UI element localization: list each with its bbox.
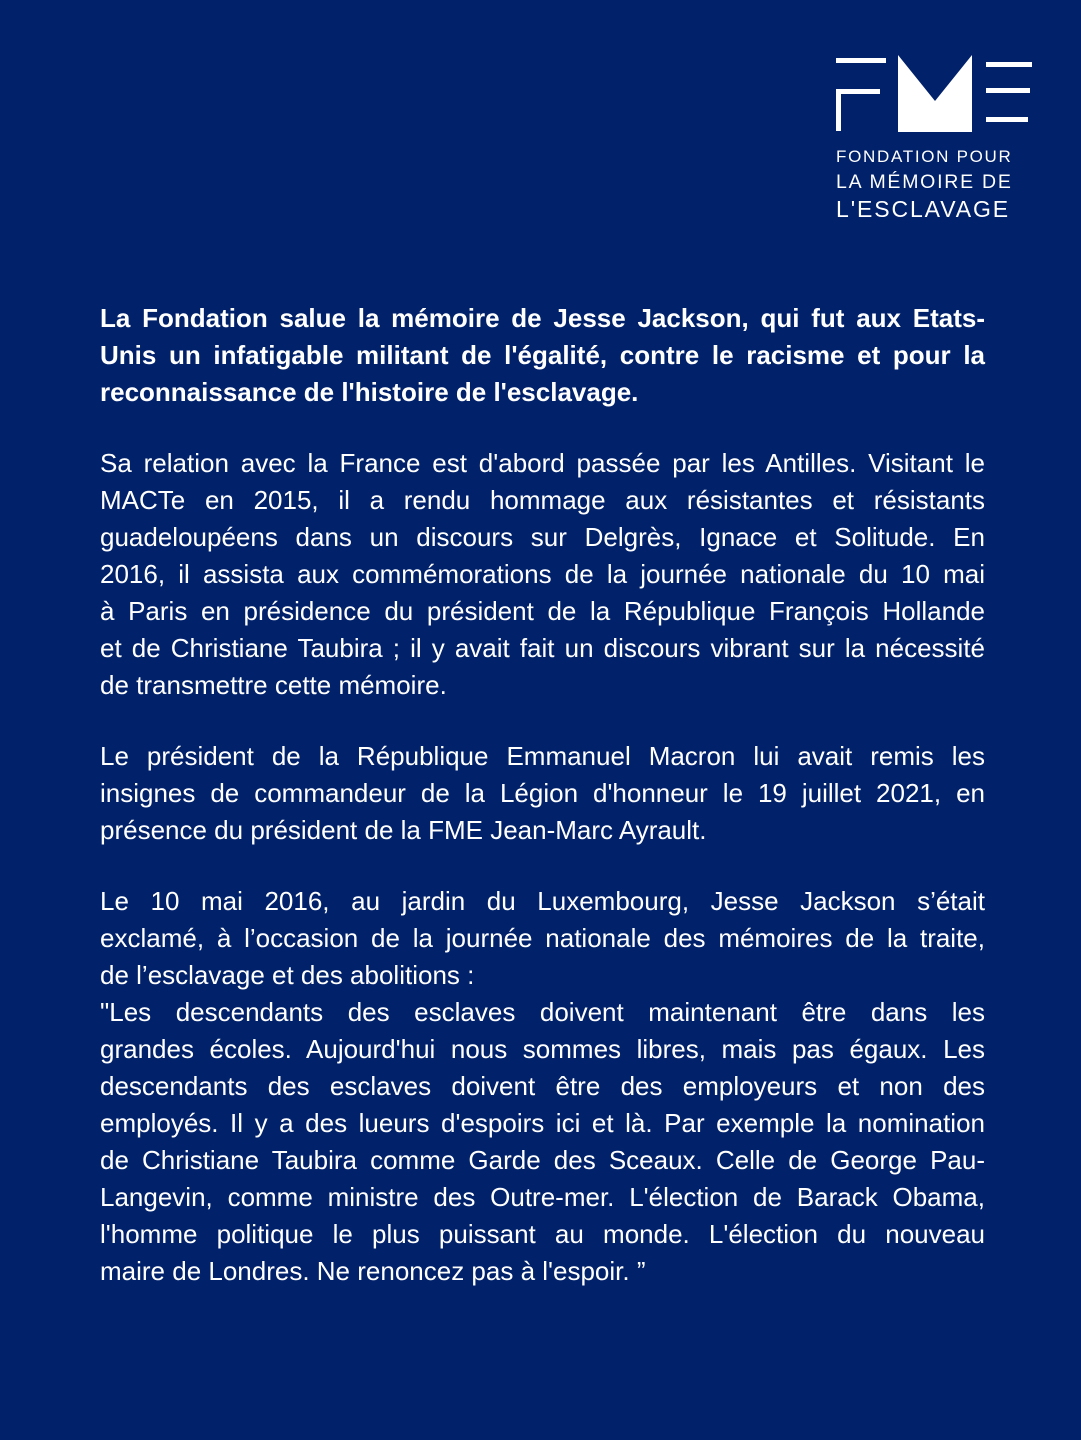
- logo-wordmark-line-2: LA MÉMOIRE DE: [836, 171, 1013, 193]
- text-line: "Les descendants des esclaves doivent maintenant être dans les: [100, 997, 985, 1027]
- text-line: exclamé, à l’occasion de la journée nationale des mémoires de la traite,: [100, 923, 985, 953]
- article-body: [100, 300, 985, 1290]
- text-line: guadeloupéens dans un discours sur Delgrès, Ignace et Solitude. En: [100, 522, 985, 552]
- paragraph: [100, 300, 985, 411]
- text-line: présence du président de la FME Jean-Marc Ayrault.: [100, 815, 707, 845]
- text-line: descendants des esclaves doivent être des employeurs et non des: [100, 1071, 985, 1101]
- text-line: insignes de commandeur de la Légion d'honneur le 19 juillet 2021, en: [100, 778, 985, 808]
- fme-logo-mark-icon: [836, 55, 1032, 135]
- logo-letter-e-icon: [986, 55, 1032, 133]
- paragraph: [100, 445, 985, 704]
- fme-logo: [836, 55, 1032, 224]
- text-line: grandes écoles. Aujourd'hui nous sommes libres, mais pas égaux. Les: [100, 1034, 985, 1064]
- paragraph: [100, 738, 985, 849]
- logo-letter-m-icon: [898, 55, 972, 132]
- text-line: La Fondation salue la mémoire de Jesse Jackson, qui fut aux Etats-: [100, 303, 985, 333]
- logo-letter-f-icon: [836, 55, 886, 133]
- text-line: et de Christiane Taubira ; il y avait fait un discours vibrant sur la nécessité: [100, 633, 985, 663]
- text-line: l'homme politique le plus puissant au monde. L'élection du nouveau: [100, 1219, 985, 1249]
- text-line: de Christiane Taubira comme Garde des Sceaux. Celle de George Pau-: [100, 1145, 985, 1175]
- text-line: MACTe en 2015, il a rendu hommage aux résistantes et résistants: [100, 485, 985, 515]
- paragraph: [100, 994, 985, 1290]
- text-line: de l’esclavage et des abolitions :: [100, 960, 475, 990]
- text-line: maire de Londres. Ne renoncez pas à l'espoir. ”: [100, 1256, 646, 1286]
- logo-wordmark-line-1: FONDATION POUR: [836, 147, 1013, 166]
- logo-wordmark-line-3: L'ESCLAVAGE: [836, 196, 1011, 222]
- logo-wordmark: [836, 144, 1032, 224]
- text-line: Le 10 mai 2016, au jardin du Luxembourg, Jesse Jackson s’était: [100, 886, 985, 916]
- paragraph: [100, 883, 985, 994]
- text-line: reconnaissance de l'histoire de l'esclavage.: [100, 377, 639, 407]
- text-line: 2016, il assista aux commémorations de la journée nationale du 10 mai: [100, 559, 985, 589]
- text-line: Langevin, comme ministre des Outre-mer. L'élection de Barack Obama,: [100, 1182, 985, 1212]
- text-line: Sa relation avec la France est d'abord passée par les Antilles. Visitant le: [100, 448, 985, 478]
- text-line: de transmettre cette mémoire.: [100, 670, 447, 700]
- text-line: employés. Il y a des lueurs d'espoirs ici et là. Par exemple la nomination: [100, 1108, 985, 1138]
- text-line: Le président de la République Emmanuel Macron lui avait remis les: [100, 741, 985, 771]
- text-line: à Paris en présidence du président de la République François Hollande: [100, 596, 985, 626]
- text-line: Unis un infatigable militant de l'égalité, contre le racisme et pour la: [100, 340, 985, 370]
